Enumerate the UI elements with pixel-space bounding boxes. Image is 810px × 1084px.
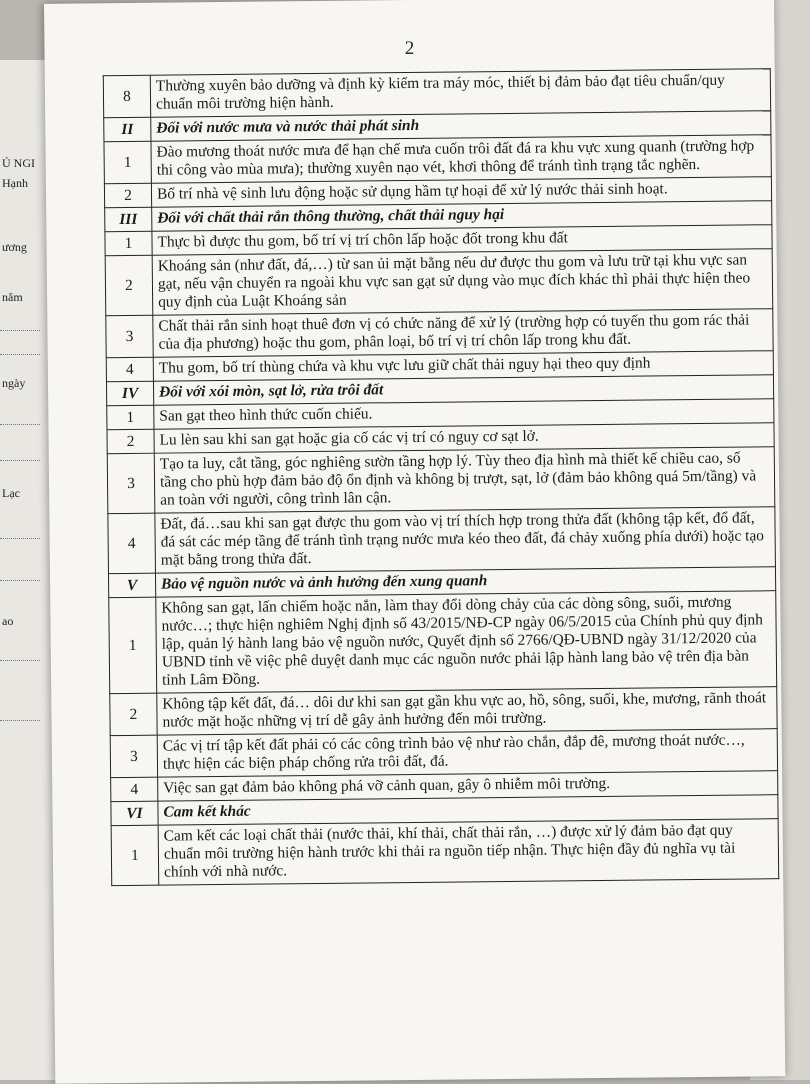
row-text: Không tập kết đất, đá… dôi dư khi san gạt gần khu vực ao, hồ, sông, suối, khe, mương, rãnh thoát nước mặt hoặc những vị trí dễ gây ảnh hưởng đến môi trường. — [157, 687, 777, 735]
section-title: Cam kết khác — [158, 795, 778, 825]
row-text: Bố trí nhà vệ sinh lưu động hoặc sử dụng hầm tự hoại để xử lý nước thải sinh hoạt. — [151, 177, 771, 207]
document-page — [44, 0, 785, 1084]
section-title: Đối với xói mòn, sạt lở, rửa trôi đất — [153, 375, 773, 405]
row-number: IV — [106, 381, 153, 405]
dotted-line — [0, 720, 40, 721]
row-text: Chất thải rắn sinh hoạt thuê đơn vị có chức năng để xử lý (trường hợp có tuyến thu gom rác thải của địa phương) hoặc thu gom, phân loại, bố trí vị trí chôn lấp trong khu đất. — [153, 309, 773, 357]
commitment-table — [103, 68, 779, 886]
page-number: 2 — [404, 37, 415, 60]
row-text: Đào mương thoát nước mưa để hạn chế mưa cuốn trôi đất đá ra khu vực xung quanh (trường hợp thi công vào mùa mưa); thường xuyên nạo vét, khơi thông để tránh tình trạng tắc nghẽn. — [151, 135, 771, 183]
dotted-line — [0, 354, 40, 355]
row-number: 3 — [106, 315, 153, 357]
row-number: 1 — [111, 825, 159, 885]
row-text: Thường xuyên bảo dưỡng và định kỳ kiểm tra máy móc, thiết bị đảm bảo đạt tiêu chuẩn/quy chuẩn môi trường hiện hành. — [150, 69, 770, 117]
background-page-text: Lạc — [2, 486, 20, 500]
background-page-text: ngày — [2, 376, 26, 390]
table-row — [110, 729, 777, 778]
dotted-line — [0, 330, 40, 331]
row-number: II — [104, 117, 151, 141]
row-text: Cam kết các loại chất thải (nước thải, khí thải, chất thải rắn, …) được xử lý đảm bảo đạt quy chuẩn môi trường hiện hành trước khi thải ra nguồn tiếp nhận. Thực hiện đầy đủ nghĩa vụ tài chính với nhà nước. — [158, 819, 779, 885]
table-row — [107, 447, 775, 514]
background-page-text: năm — [2, 290, 23, 304]
dotted-line — [0, 580, 40, 581]
row-number: 4 — [106, 357, 153, 381]
dotted-line — [0, 460, 40, 461]
row-number: 1 — [104, 141, 151, 183]
row-text: Tạo ta luy, cắt tầng, góc nghiêng sườn tầng hợp lý. Tùy theo địa hình mà thiết kế chiều cao, số tầng cho phù hợp đảm bảo độ ổn định và không bị trượt, sạt, lở (đảm bảo không quá 5m/tầng) và an toàn với người, công trình lân cận. — [154, 447, 775, 513]
row-text: San gạt theo hình thức cuốn chiếu. — [154, 399, 774, 429]
row-number: 1 — [105, 231, 152, 255]
row-number: 3 — [107, 453, 155, 513]
table-row — [109, 591, 777, 694]
row-text: Việc san gạt đảm bảo không phá vỡ cảnh quan, gây ô nhiễm môi trường. — [158, 771, 778, 801]
row-number: 4 — [111, 777, 158, 801]
table-row — [108, 507, 776, 574]
dotted-line — [0, 660, 40, 661]
row-number: 8 — [103, 75, 150, 117]
row-text: Thực bì được thu gom, bố trí vị trí chôn lấp hoặc đốt trong khu đất — [152, 225, 772, 255]
row-number: 2 — [107, 429, 154, 453]
row-text: Lu lèn sau khi san gạt hoặc gia cố các vị trí có nguy cơ sạt lở. — [154, 423, 774, 453]
table-row — [106, 309, 773, 358]
dotted-line — [0, 538, 40, 539]
row-number: 2 — [104, 183, 151, 207]
row-number: 1 — [107, 405, 154, 429]
table-row — [105, 249, 773, 316]
row-text: Khoáng sản (như đất, đá,…) từ san ủi mặt bằng nếu dư được thu gom và lưu trữ tại khu vực san gạt, nếu vận chuyển ra ngoài khu vực san gạt sử dụng vào mục đích khác thì phải thực hiện theo quy định của Luật Khoáng sản — [152, 249, 773, 315]
section-title: Đối với nước mưa và nước thải phát sinh — [151, 111, 771, 141]
background-page-text: ao — [2, 614, 14, 628]
row-number: V — [108, 573, 155, 597]
section-title: Bảo vệ nguồn nước và ảnh hưởng đến xung quanh — [155, 567, 775, 597]
row-number: 1 — [109, 597, 157, 693]
table-row — [104, 135, 771, 184]
row-number: 4 — [108, 513, 156, 573]
table-row — [103, 69, 770, 118]
background-page-text: ương — [2, 240, 27, 254]
row-text: Đất, đá…sau khi san gạt được thu gom vào vị trí thích hợp trong thửa đất (không tập kết, đổ đất, đá sát các mép tầng để tránh tình trạng nước mưa kéo theo đất, đá chảy xuống phía dưới) hoặc tạo mặt bằng trong thửa đất. — [155, 507, 776, 573]
row-number: VI — [111, 801, 158, 825]
row-text: Các vị trí tập kết đất phải có các công trình bảo vệ như rào chắn, đắp đê, mương thoát nước…, thực hiện các biện pháp chống rửa trôi đất, đá. — [157, 729, 777, 777]
section-title: Đối với chất thải rắn thông thường, chất thải nguy hại — [152, 201, 772, 231]
row-text: Thu gom, bố trí thùng chứa và khu vực lưu giữ chất thải nguy hại theo quy định — [153, 351, 773, 381]
row-text: Không san gạt, lấn chiếm hoặc nắn, làm thay đổi dòng chảy của các dòng sông, suối, mương nước…; thực hiện nghiêm Nghị định số 43/2015/NĐ-CP ngày 06/5/2015 của Chính phủ quy định lập, quản lý hành lang bảo vệ nguồn nước, Quyết định số 2766/QĐ-UBND ngày 31/12/2020 của UBND tỉnh về việc phê duyệt danh mục các nguồn nước phải lập hành lang bảo vệ trên địa bàn tỉnh Lâm Đồng. — [156, 591, 777, 693]
background-page-text: Ủ NGI — [2, 156, 35, 170]
table-row — [110, 687, 777, 736]
row-number: 3 — [110, 735, 157, 777]
row-number: III — [105, 207, 152, 231]
dotted-line — [0, 424, 40, 425]
table-row — [111, 819, 779, 886]
row-number: 2 — [110, 693, 157, 735]
row-number: 2 — [105, 255, 153, 315]
background-page-text: Hạnh — [2, 176, 28, 190]
